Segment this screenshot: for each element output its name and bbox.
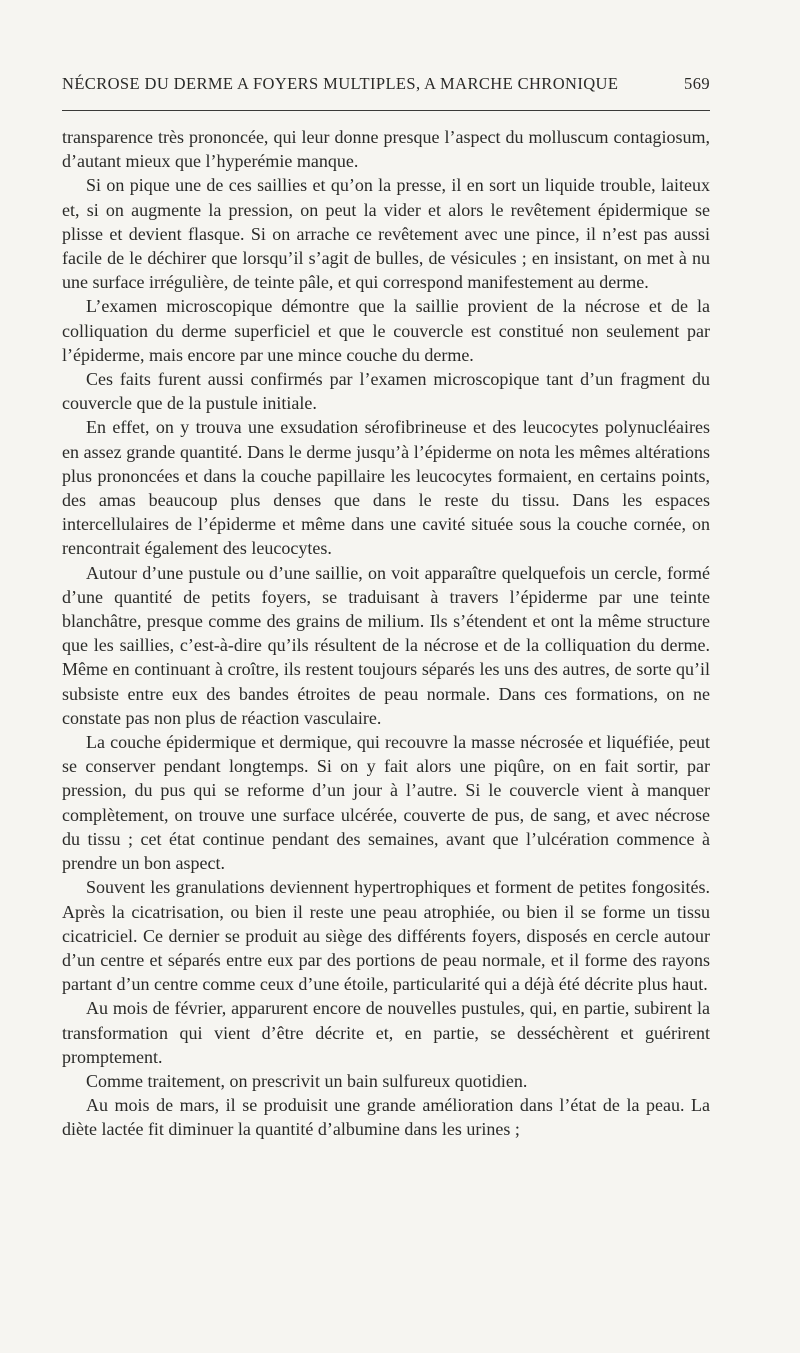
paragraph: Au mois de mars, il se produisit une grande amélioration dans l’état de la peau. La diète lactée fit diminuer la quantité d’albumine dans les urines ; — [62, 1095, 710, 1140]
paragraph: En effet, on y trouva une exsudation sérofibrineuse et des leucocytes polynucléaires en assez grande quantité. Dans le derme jusqu’à l’épiderme on nota les mêmes altérations plus prononcées et dans la couche papillaire les leucocytes formaient, en certains points, des amas beaucoup plus denses que dans le reste du tissu. Dans les espaces intercellulaires de l’épiderme et même dans une cavité située sous la couche cornée, on rencontrait également des leucocytes. — [62, 417, 710, 559]
paragraph: transparence très prononcée, qui leur donne presque l’aspect du molluscum contagiosum, d’autant mieux que l’hyperémie manque. — [62, 127, 710, 172]
running-title: NÉCROSE DU DERME A FOYERS MULTIPLES, A MARCHE CHRONIQUE — [62, 74, 619, 93]
paragraph: Ces faits furent aussi confirmés par l’examen microscopique tant d’un fragment du couvercle que de la pustule initiale. — [62, 369, 710, 414]
page-number: 569 — [684, 74, 710, 93]
body-text — [62, 125, 710, 1142]
paragraph: Comme traitement, on prescrivit un bain sulfureux quotidien. — [86, 1070, 528, 1091]
paragraph: Autour d’une pustule ou d’une saillie, on voit apparaître quelquefois un cercle, formé d’une quantité de petits foyers, se traduisant à travers l’épiderme par une teinte blanchâtre, presque comme des grains de milium. Ils s’étendent et ont la même structure que les saillies, c’est-à-dire qu’ils résultent de la nécrose et de la colliquation du derme. Même en continuant à croître, ils restent toujours séparés les uns des autres, de sorte qu’il subsiste entre eux des bandes étroites de peau normale. Dans ces formations, on ne constate pas non plus de réaction vasculaire. — [62, 562, 710, 728]
paragraph: Si on pique une de ces saillies et qu’on la presse, il en sort un liquide trouble, laiteux et, si on augmente la pression, on peut la vider et alors le revêtement épidermique se plisse et devient flasque. Si on arrache ce revêtement avec une pince, il n’est pas aussi facile de le déchirer que lorsqu’il s’agit de bulles, de vésicules ; en insistant, on met à nu une surface irrégulière, de teinte pâle, et qui correspond manifestement au derme. — [62, 175, 710, 293]
running-header — [62, 74, 710, 94]
paragraph: Souvent les granulations deviennent hypertrophiques et forment de petites fongosités. Après la cicatrisation, ou bien il reste une peau atrophiée, ou bien il se forme un tissu cicatriciel. Ce dernier se produit au siège des différents foyers, disposés en cercle autour d’un centre et séparés entre eux par des portions de peau normale, et il forme des rayons partant d’un centre comme ceux d’une étoile, particularité qui a déjà été décrite plus haut. — [62, 877, 710, 995]
paragraph: Au mois de février, apparurent encore de nouvelles pustules, qui, en partie, subirent la transformation qui vient d’être décrite et, en partie, se desséchèrent et guérirent promptement. — [62, 998, 710, 1067]
paragraph: La couche épidermique et dermique, qui recouvre la masse nécrosée et liquéfiée, peut se conserver pendant longtemps. Si on y fait alors une piqûre, on en fait sortir, par pression, du pus qui se reforme d’un jour à l’autre. Si le couvercle vient à manquer complètement, on trouve une surface ulcérée, couverte de pus, de sang, et avec nécrose du tissu ; cet état continue pendant des semaines, avant que l’ulcération commence à prendre un bon aspect. — [62, 732, 710, 874]
header-rule — [62, 110, 710, 111]
paragraph: L’examen microscopique démontre que la saillie provient de la nécrose et de la colliquation du derme superficiel et que le couvercle est constitué non seulement par l’épiderme, mais encore par une mince couche du derme. — [62, 296, 710, 365]
